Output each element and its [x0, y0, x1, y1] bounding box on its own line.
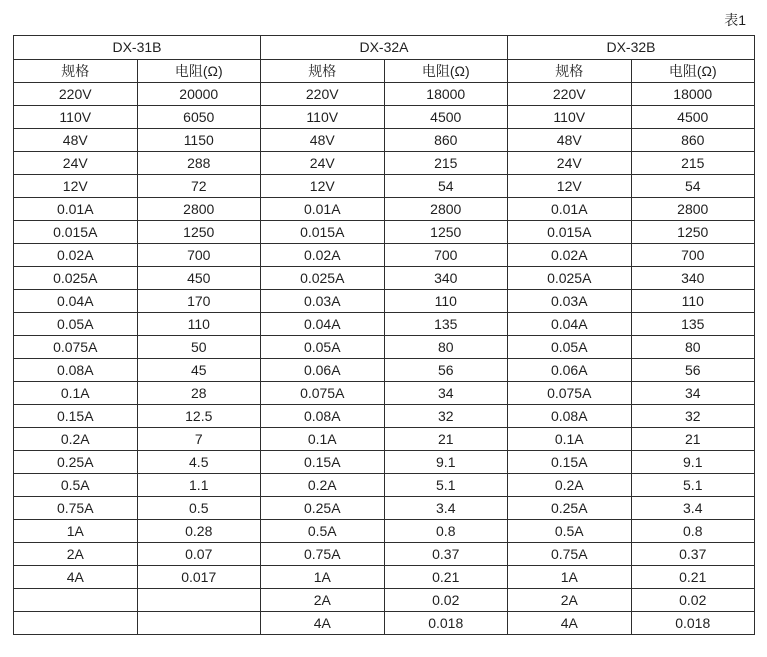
resistance-cell: 340 [631, 267, 755, 290]
resistance-cell: 1250 [137, 221, 261, 244]
spec-cell: 110V [508, 106, 632, 129]
resistance-cell: 4.5 [137, 451, 261, 474]
resistance-cell: 860 [384, 129, 508, 152]
column-header-row [14, 60, 755, 83]
resistance-cell: 2800 [631, 198, 755, 221]
resistance-cell: 80 [384, 336, 508, 359]
resistance-cell: 34 [384, 382, 508, 405]
spec-cell: 0.04A [261, 313, 385, 336]
spec-cell: 0.75A [508, 543, 632, 566]
resistance-cell: 34 [631, 382, 755, 405]
resistance-cell: 0.21 [631, 566, 755, 589]
resistance-cell: 20000 [137, 83, 261, 106]
spec-cell: 0.08A [508, 405, 632, 428]
table-row [14, 566, 755, 589]
spec-cell: 0.15A [508, 451, 632, 474]
table-row [14, 336, 755, 359]
resistance-cell: 3.4 [631, 497, 755, 520]
table-row [14, 543, 755, 566]
resistance-cell: 700 [631, 244, 755, 267]
spec-cell: 0.08A [261, 405, 385, 428]
resistance-cell: 0.02 [384, 589, 508, 612]
resistance-cell: 0.07 [137, 543, 261, 566]
resistance-cell: 135 [384, 313, 508, 336]
spec-cell: 0.01A [508, 198, 632, 221]
spec-cell: 0.04A [508, 313, 632, 336]
spec-cell: 0.03A [508, 290, 632, 313]
spec-cell: 2A [261, 589, 385, 612]
resistance-cell: 56 [384, 359, 508, 382]
resistance-cell: 80 [631, 336, 755, 359]
spec-cell: 48V [508, 129, 632, 152]
resistance-cell: 0.017 [137, 566, 261, 589]
spec-cell: 12V [261, 175, 385, 198]
spec-cell: 220V [508, 83, 632, 106]
resistance-cell: 1250 [631, 221, 755, 244]
table-row [14, 198, 755, 221]
model-header-row [14, 36, 755, 60]
resistance-cell: 2800 [384, 198, 508, 221]
model-header-dx-31b: DX-31B [14, 36, 261, 60]
spec-cell: 0.01A [261, 198, 385, 221]
resistance-cell: 4500 [384, 106, 508, 129]
spec-cell: 0.25A [508, 497, 632, 520]
resistance-cell: 0.018 [631, 612, 755, 635]
resistance-cell: 5.1 [384, 474, 508, 497]
table-row [14, 405, 755, 428]
resistance-cell: 54 [631, 175, 755, 198]
spec-cell: 220V [261, 83, 385, 106]
resistance-cell: 0.37 [631, 543, 755, 566]
spec-cell: 0.025A [508, 267, 632, 290]
spec-cell: 0.2A [14, 428, 138, 451]
table-row [14, 612, 755, 635]
spec-header: 规格 [261, 60, 385, 83]
spec-cell: 4A [261, 612, 385, 635]
table-row [14, 520, 755, 543]
resistance-cell: 170 [137, 290, 261, 313]
spec-cell: 0.15A [261, 451, 385, 474]
resistance-cell: 288 [137, 152, 261, 175]
resistance-cell: 0.8 [631, 520, 755, 543]
spec-cell: 24V [261, 152, 385, 175]
resistance-cell: 0.5 [137, 497, 261, 520]
spec-cell: 0.1A [261, 428, 385, 451]
resistance-cell: 32 [384, 405, 508, 428]
spec-cell: 0.06A [261, 359, 385, 382]
model-header-dx-32b: DX-32B [508, 36, 755, 60]
resistance-cell: 45 [137, 359, 261, 382]
spec-header: 规格 [14, 60, 138, 83]
spec-cell: 0.015A [14, 221, 138, 244]
table-row [14, 428, 755, 451]
resistance-cell: 28 [137, 382, 261, 405]
spec-cell: 1A [261, 566, 385, 589]
spec-cell: 0.05A [508, 336, 632, 359]
table-row [14, 83, 755, 106]
resistance-cell: 215 [384, 152, 508, 175]
resistance-header: 电阻(Ω) [631, 60, 755, 83]
table-row [14, 359, 755, 382]
resistance-cell: 4500 [631, 106, 755, 129]
spec-cell: 0.1A [508, 428, 632, 451]
resistance-cell: 18000 [384, 83, 508, 106]
table-row [14, 313, 755, 336]
spec-cell: 4A [508, 612, 632, 635]
spec-cell: 0.5A [508, 520, 632, 543]
table-row [14, 497, 755, 520]
spec-cell: 12V [508, 175, 632, 198]
spec-cell: 0.015A [261, 221, 385, 244]
resistance-cell: 32 [631, 405, 755, 428]
spec-cell [14, 589, 138, 612]
resistance-cell: 340 [384, 267, 508, 290]
resistance-cell: 860 [631, 129, 755, 152]
resistance-cell: 21 [631, 428, 755, 451]
resistance-cell: 9.1 [384, 451, 508, 474]
resistance-cell: 0.37 [384, 543, 508, 566]
spec-cell: 0.5A [14, 474, 138, 497]
spec-cell: 0.2A [508, 474, 632, 497]
spec-cell: 0.075A [508, 382, 632, 405]
spec-cell: 0.02A [261, 244, 385, 267]
spec-cell: 24V [508, 152, 632, 175]
resistance-cell: 72 [137, 175, 261, 198]
resistance-cell: 6050 [137, 106, 261, 129]
spec-cell: 2A [14, 543, 138, 566]
spec-cell: 0.5A [261, 520, 385, 543]
table-row [14, 474, 755, 497]
spec-cell: 4A [14, 566, 138, 589]
spec-cell: 48V [14, 129, 138, 152]
spec-cell: 110V [261, 106, 385, 129]
spec-cell: 0.02A [14, 244, 138, 267]
resistance-cell: 215 [631, 152, 755, 175]
table-row [14, 175, 755, 198]
resistance-cell: 110 [384, 290, 508, 313]
resistance-table [13, 35, 755, 635]
resistance-cell: 21 [384, 428, 508, 451]
spec-cell [14, 612, 138, 635]
spec-cell: 0.05A [261, 336, 385, 359]
resistance-cell: 9.1 [631, 451, 755, 474]
resistance-cell: 0.28 [137, 520, 261, 543]
spec-cell: 0.06A [508, 359, 632, 382]
spec-cell: 0.25A [14, 451, 138, 474]
spec-cell: 0.075A [14, 336, 138, 359]
table-caption: 表1 [724, 12, 746, 28]
spec-cell: 0.75A [14, 497, 138, 520]
resistance-cell: 700 [137, 244, 261, 267]
resistance-cell: 450 [137, 267, 261, 290]
resistance-cell: 54 [384, 175, 508, 198]
spec-cell: 0.025A [261, 267, 385, 290]
spec-cell: 220V [14, 83, 138, 106]
table-row [14, 267, 755, 290]
spec-cell: 48V [261, 129, 385, 152]
resistance-cell: 0.018 [384, 612, 508, 635]
resistance-cell: 3.4 [384, 497, 508, 520]
resistance-cell: 0.21 [384, 566, 508, 589]
resistance-cell: 12.5 [137, 405, 261, 428]
resistance-cell: 0.02 [631, 589, 755, 612]
resistance-header: 电阻(Ω) [384, 60, 508, 83]
table-row [14, 129, 755, 152]
table-row [14, 382, 755, 405]
spec-cell: 2A [508, 589, 632, 612]
resistance-cell: 0.8 [384, 520, 508, 543]
spec-cell: 1A [508, 566, 632, 589]
spec-cell: 0.03A [261, 290, 385, 313]
resistance-header: 电阻(Ω) [137, 60, 261, 83]
table-row [14, 221, 755, 244]
table-row [14, 244, 755, 267]
resistance-cell [137, 589, 261, 612]
table-row [14, 589, 755, 612]
spec-cell: 0.2A [261, 474, 385, 497]
spec-cell: 110V [14, 106, 138, 129]
spec-cell: 0.025A [14, 267, 138, 290]
spec-cell: 0.02A [508, 244, 632, 267]
resistance-cell: 2800 [137, 198, 261, 221]
spec-cell: 0.05A [14, 313, 138, 336]
spec-cell: 0.075A [261, 382, 385, 405]
resistance-cell: 110 [631, 290, 755, 313]
spec-cell: 0.015A [508, 221, 632, 244]
table-row [14, 290, 755, 313]
resistance-cell: 7 [137, 428, 261, 451]
resistance-cell: 5.1 [631, 474, 755, 497]
spec-cell: 0.04A [14, 290, 138, 313]
table-row [14, 106, 755, 129]
spec-header: 规格 [508, 60, 632, 83]
model-header-dx-32a: DX-32A [261, 36, 508, 60]
spec-cell: 0.08A [14, 359, 138, 382]
spec-cell: 0.01A [14, 198, 138, 221]
spec-cell: 12V [14, 175, 138, 198]
resistance-cell [137, 612, 261, 635]
resistance-cell: 110 [137, 313, 261, 336]
spec-cell: 0.75A [261, 543, 385, 566]
table-body [14, 83, 755, 635]
spec-cell: 24V [14, 152, 138, 175]
table-row [14, 451, 755, 474]
resistance-cell: 700 [384, 244, 508, 267]
spec-cell: 1A [14, 520, 138, 543]
resistance-cell: 1250 [384, 221, 508, 244]
table-row [14, 152, 755, 175]
resistance-cell: 50 [137, 336, 261, 359]
resistance-cell: 18000 [631, 83, 755, 106]
resistance-cell: 1150 [137, 129, 261, 152]
spec-cell: 0.25A [261, 497, 385, 520]
spec-cell: 0.1A [14, 382, 138, 405]
spec-cell: 0.15A [14, 405, 138, 428]
resistance-cell: 135 [631, 313, 755, 336]
resistance-cell: 1.1 [137, 474, 261, 497]
resistance-cell: 56 [631, 359, 755, 382]
